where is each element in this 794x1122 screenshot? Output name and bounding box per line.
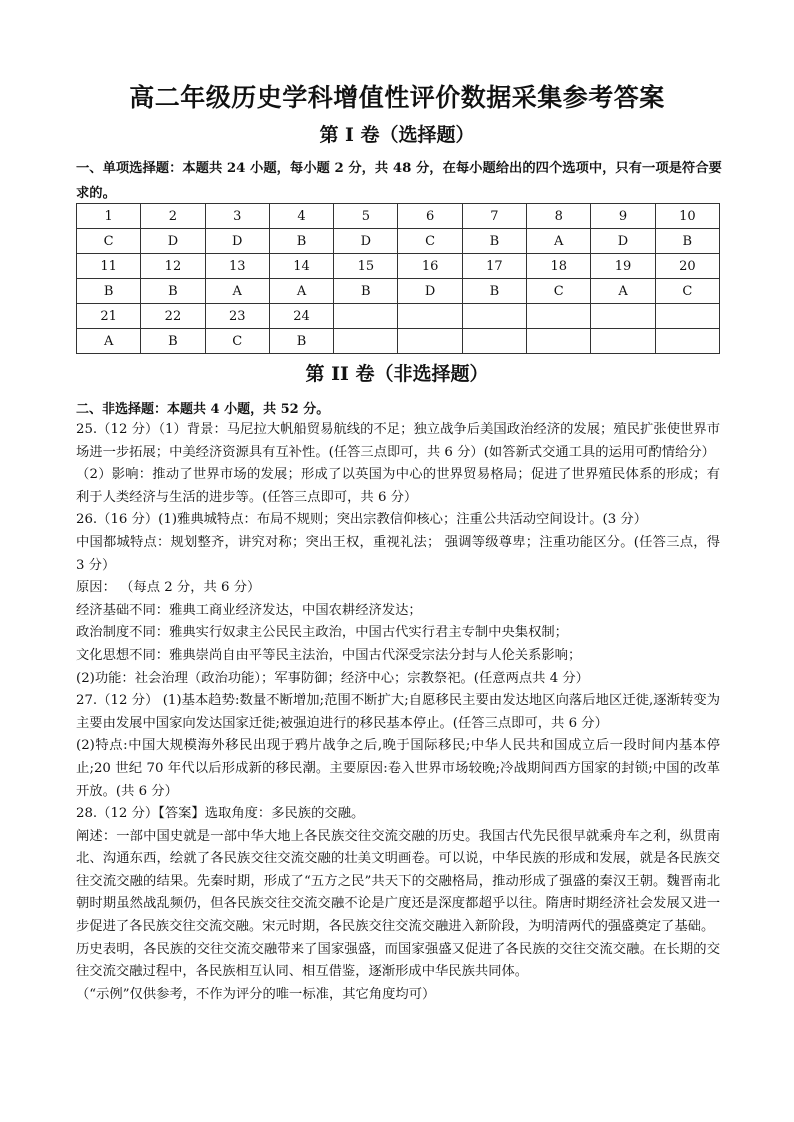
answer-cell — [527, 329, 591, 354]
question-number-cell: 15 — [334, 254, 398, 279]
question-number-cell: 8 — [527, 204, 591, 229]
question-number-cell: 17 — [462, 254, 526, 279]
part1-intro: 一、单项选择题：本题共 24 小题，每小题 2 分，共 48 分，在每小题给出的四个选项中，只有一项是符合要求的。 — [76, 161, 722, 201]
answer-cell: D — [334, 229, 398, 254]
question-number-cell — [527, 304, 591, 329]
question-number-cell: 14 — [269, 254, 333, 279]
question-number-cell: 3 — [205, 204, 269, 229]
answer-cell: A — [527, 229, 591, 254]
answer-cell: A — [591, 279, 655, 304]
answer-cell: C — [398, 229, 462, 254]
q25-part2: （2）影响：推动了世界市场的发展；形成了以英国为中心的世界贸易格局；促进了世界殖民体系的形成；有利于人类经济与生活的进步等。(任答三点即可，共 6 分） — [76, 467, 720, 505]
answer-cell: B — [269, 229, 333, 254]
answer-cell: B — [334, 279, 398, 304]
question-number-row — [77, 254, 720, 279]
q28-answer: 28.（12 分）【答案】选取角度：多民族的交融。 — [76, 806, 365, 822]
q28-elaboration: 阐述：一部中国史就是一部中华大地上各民族交往交流交融的历史。我国古代先民很早就乘舟车之利，纵贯南北、沟通东西，绘就了各民族交往交流交融的壮美文明画卷。可以说，中华民族的形成和发展，就是各民族交往交流交融的结果。先秦时期，形成了“五方之民”共天下的交融格局，推动形成了强盛的秦汉王朝。魏晋南北朝时期虽然战乱频仍，但各民族交往交流交融不论是广度还是深度都超乎以往。隋唐时期经济社会发展又进一步促进了各民族交往交流交融。宋元时期，各民族交往交流交融进入新阶段，为明清两代的强盛奠定了基础。 — [76, 828, 720, 935]
q26-china: 中国都城特点：规划整齐，讲究对称；突出王权，重视礼法； 强调等级尊卑；注重功能区分。(任答三点，得 3 分） — [76, 534, 720, 573]
answer-cell — [591, 329, 655, 354]
q26-politics: 政治制度不同：雅典实行奴隶主公民民主政治，中国古代实行君主专制中央集权制； — [76, 625, 568, 641]
question-number-cell: 7 — [462, 204, 526, 229]
answer-cell: A — [77, 329, 141, 354]
question-number-cell — [334, 304, 398, 329]
question-number-cell — [655, 304, 719, 329]
question-number-cell — [398, 304, 462, 329]
question-number-cell: 10 — [655, 204, 719, 229]
part2-intro: 二、非选择题：本题共 4 小题，共 52 分。 — [76, 402, 330, 417]
answer-cell: D — [591, 229, 655, 254]
q28-note: （“示例”仅供参考，不作为评分的唯一标准，其它角度均可） — [76, 986, 436, 1002]
answer-cell: B — [141, 279, 205, 304]
q26-functions: (2)功能：社会治理（政治功能）；军事防御；经济中心；宗教祭祀。(任意两点共 4 分） — [76, 670, 589, 686]
q25-part1: 25.（12 分）（1）背景：马尼拉大帆船贸易航线的不足；独立战争后美国政治经济的发展；殖民扩张使世界市场进一步拓展；中美经济资源具有互补性。(任答三点即可，共 6 分）(如答新式交通工具的运用可酌情给分） — [76, 422, 720, 460]
part1-title: 第 I 卷（选择题） — [319, 124, 475, 146]
question-number-cell: 6 — [398, 204, 462, 229]
question-number-cell: 20 — [655, 254, 719, 279]
q26-athens: 26.（16 分）(1)雅典城特点：布局不规则；突出宗教信仰核心；注重公共活动空间设计。(3 分） — [76, 512, 647, 528]
question-number-row — [77, 304, 720, 329]
answer-body — [76, 419, 720, 1006]
answer-cell: D — [205, 229, 269, 254]
question-number-cell: 9 — [591, 204, 655, 229]
question-number-cell: 2 — [141, 204, 205, 229]
answer-cell: D — [398, 279, 462, 304]
q27-part1: 27.（12 分） (1)基本趋势:数量不断增加;范围不断扩大;自愿移民主要由发达地区向落后地区迁徙,逐渐转变为主要由发展中国家向发达国家迁徙;被强迫进行的移民基本停止。(任答三点即可，共 6 分） — [76, 693, 720, 731]
part2-title: 第 II 卷（非选择题） — [305, 363, 489, 385]
answer-cell — [655, 329, 719, 354]
question-number-cell: 13 — [205, 254, 269, 279]
answer-cell — [462, 329, 526, 354]
answer-cell: B — [462, 279, 526, 304]
answer-row — [77, 229, 720, 254]
page-title: 高二年级历史学科增值性评价数据采集参考答案 — [129, 83, 665, 112]
question-number-cell — [591, 304, 655, 329]
q26-reasons: 原因： （每点 2 分，共 6 分） — [76, 580, 261, 596]
answer-cell — [398, 329, 462, 354]
q27-part2: (2)特点:中国大规模海外移民出现于鸦片战争之后,晚于国际移民;中华人民共和国成立后一段时间内基本停止;20 世纪 70 年代以后形成新的移民潮。主要原因:卷入世界市场较晚;冷战期间西方国家的封锁;中国的改革开放。(共 6 分） — [76, 738, 720, 799]
q26-economy: 经济基础不同：雅典工商业经济发达，中国农耕经济发达； — [76, 602, 422, 618]
question-number-cell: 5 — [334, 204, 398, 229]
question-number-cell: 21 — [77, 304, 141, 329]
answer-cell: B — [269, 329, 333, 354]
question-number-cell: 4 — [269, 204, 333, 229]
question-number-cell: 12 — [141, 254, 205, 279]
answer-cell: C — [77, 229, 141, 254]
question-number-cell: 19 — [591, 254, 655, 279]
q26-culture: 文化思想不同：雅典崇尚自由平等民主法治，中国古代深受宗法分封与人伦关系影响； — [76, 647, 582, 663]
question-number-cell: 1 — [77, 204, 141, 229]
question-number-cell: 24 — [269, 304, 333, 329]
question-number-cell: 18 — [527, 254, 591, 279]
answer-table — [76, 203, 720, 354]
answer-cell: C — [205, 329, 269, 354]
answer-cell — [334, 329, 398, 354]
answer-cell: D — [141, 229, 205, 254]
question-number-cell: 11 — [77, 254, 141, 279]
question-number-cell: 23 — [205, 304, 269, 329]
answer-cell: C — [655, 279, 719, 304]
question-number-cell: 16 — [398, 254, 462, 279]
question-number-cell — [462, 304, 526, 329]
answer-row — [77, 329, 720, 354]
answer-cell: B — [462, 229, 526, 254]
answer-cell: A — [269, 279, 333, 304]
question-number-row — [77, 204, 720, 229]
answer-cell: C — [527, 279, 591, 304]
question-number-cell: 22 — [141, 304, 205, 329]
answer-row — [77, 279, 720, 304]
answer-cell: B — [655, 229, 719, 254]
answer-cell: B — [77, 279, 141, 304]
answer-cell: A — [205, 279, 269, 304]
q28-conclusion: 历史表明，各民族的交往交流交融带来了国家强盛，而国家强盛又促进了各民族的交往交流交融。在长期的交往交流交融过程中，各民族相互认同、相互借鉴，逐渐形成中华民族共同体。 — [76, 941, 720, 980]
answer-cell: B — [141, 329, 205, 354]
